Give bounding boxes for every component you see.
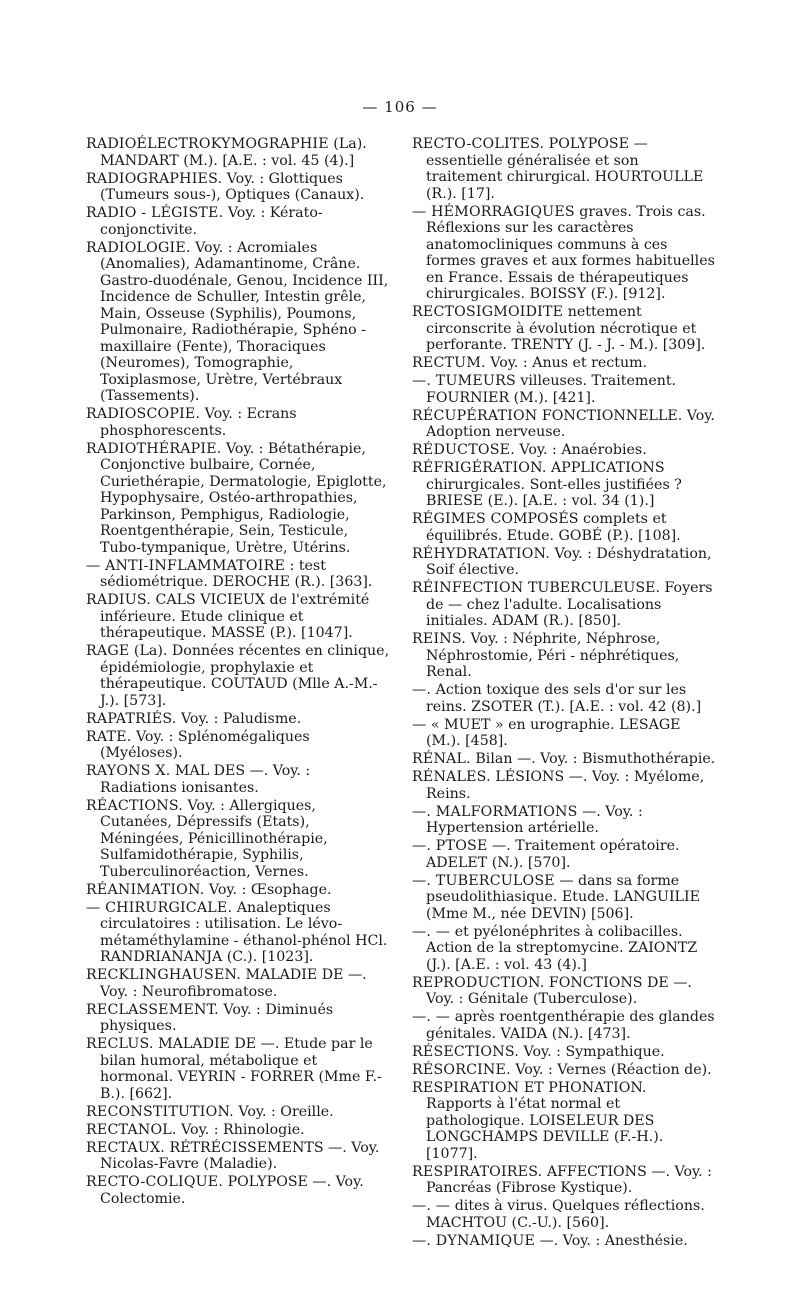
left-column	[86, 136, 390, 1209]
entry-heading: RECTUM.	[412, 355, 486, 371]
entry-heading: RÉANIMATION.	[86, 881, 205, 898]
index-entry	[86, 1002, 390, 1035]
entry-text: et pyélonéphrites à colibacilles. Action de la streptomycine. ZAIONTZ (J.). [A.E. : vol. 43 (4).]	[426, 923, 698, 973]
entry-heading: RECTO-COLIQUE.	[86, 1174, 224, 1190]
index-entry	[86, 967, 390, 1000]
entry-text: (La). MANDART (M.). [A.E. : vol. 45 (4).]	[100, 136, 367, 169]
index-entry	[86, 1140, 390, 1173]
index-entry	[86, 558, 390, 591]
entry-text: —. Traitement opératoire. ADELET (N.). [570].	[426, 838, 680, 871]
entry-text: Voy. : Déshydratation, Soif élective.	[426, 545, 712, 578]
index-entry	[412, 975, 716, 1008]
entry-heading: RÉINFECTION	[412, 580, 524, 596]
entry-heading: RÉNAL.	[412, 751, 471, 767]
entry-text: APPLICATIONS chirurgicales. Sont-elles justifiées ? BRIESE (E.). [A.E. : vol. 34 (1).]	[426, 460, 682, 509]
entry-heading: RATE.	[86, 728, 132, 745]
entry-text: Voy. : Paludisme.	[176, 710, 302, 727]
entry-heading: RADIOSCOPIE.	[86, 406, 201, 422]
entry-text: TUBERCULEUSE. Foyers de — chez l'adulte. Localisations initiales. ADAM (R.). [850].	[426, 580, 713, 629]
entry-text: POLYPOSE —. Voy. Colectomie.	[100, 1174, 364, 1207]
entry-heading: — HÉMORRAGIQUES	[412, 203, 575, 220]
entry-text: Action toxique des sels d'or sur les reins. ZSOTER (T.). [A.E. : vol. 42 (8).]	[426, 682, 702, 715]
index-entry	[86, 240, 390, 405]
entry-heading: —. —	[412, 923, 451, 940]
index-entry	[412, 717, 716, 750]
entry-text: Voy. : Anus et rectum.	[485, 355, 648, 371]
entry-text: MALADIE DE —. Etude par le bilan humoral, métabolique et hormonal. VEYRIN - FORRER (Mme F.-B.). [662].	[100, 1036, 382, 1102]
entry-heading: RADIOTHÉRAPIE.	[86, 440, 222, 457]
entry-heading: —. DYNAMIQUE	[412, 1232, 536, 1249]
entry-heading: RAYONS X.	[86, 763, 171, 779]
entry-text: villeuses. Traitement. FOURNIER (M.). [421].	[426, 373, 677, 406]
entry-heading: RECTANOL.	[86, 1121, 177, 1138]
entry-text: Voy. : Glottiques (Tumeurs sous-), Optiques (Canaux).	[100, 170, 365, 203]
entry-heading: RÉSORCINE.	[412, 1061, 511, 1078]
index-entry	[86, 1104, 390, 1121]
entry-text: Voy. : Allergiques, Cutanées, Dépressifs (Etats), Méningées, Pénicillinothérapie, Sulfamidothérapie, Syphilis, Tuberculinoréaction, Vernes.	[100, 797, 328, 880]
page-number: — 106 —	[362, 98, 438, 116]
index-entry	[86, 592, 390, 642]
entry-text: Voy. : Sympathique.	[519, 1043, 665, 1060]
entry-heading: RESPIRATOIRES.	[412, 1163, 543, 1180]
entry-text: Analeptiques circulatoires : utilisation. Le lévo-métaméthylamine - éthanol-phénol HCl. RANDRIANANJA (C.). [1023].	[100, 899, 388, 965]
entry-text: graves. Trois cas. Réflexions sur les caractères anatomocliniques communs à ces formes graves et aux formes habituelles en France. Essais de thérapeutiques chirurgicales. BOISSY (F.). [912].	[426, 203, 715, 302]
right-column	[412, 136, 716, 1251]
entry-text: Voy. : Kérato-conjonctivite.	[100, 205, 323, 238]
index-entry	[412, 769, 716, 802]
entry-heading: RADIOGRAPHIES.	[86, 170, 223, 187]
index-entry	[412, 682, 716, 715]
entry-heading: —. TUMEURS	[412, 373, 516, 389]
entry-heading: —	[412, 716, 427, 733]
index-entry	[412, 408, 716, 441]
entry-text: (La). Données récentes en clinique, épidémiologie, prophylaxie et thérapeutique. COUTAUD (Mlle A.-M.-J.). [573].	[100, 643, 390, 709]
index-entry	[412, 460, 716, 510]
entry-text: — dans sa forme pseudolithiasique. Etude. LANGUILIE (Mme M., née DEVIN) [506].	[426, 872, 700, 922]
entry-heading: RECKLINGHAUSEN.	[86, 967, 241, 983]
index-entry	[412, 631, 716, 681]
entry-heading: RECLASSEMENT.	[86, 1001, 219, 1018]
entry-heading: —.	[412, 682, 432, 698]
entry-heading: RADIO - LÉGISTE.	[86, 205, 224, 221]
entry-text: Voy. : Œsophage.	[204, 881, 332, 898]
entry-heading: RESPIRATION	[412, 1079, 520, 1096]
entry-heading: RÉACTIONS.	[86, 797, 183, 814]
entry-text: Voy. : Ecrans phosphorescents.	[100, 406, 297, 439]
entry-heading: RÉCUPÉRATION	[412, 407, 538, 424]
entry-text: Bilan —. Voy. : Bismuthothérapie.	[470, 751, 716, 767]
index-entry	[86, 711, 390, 728]
entry-heading: RECLUS.	[86, 1036, 154, 1052]
index-entry	[412, 373, 716, 406]
index-entry	[86, 643, 390, 709]
index-entry	[86, 406, 390, 439]
index-entry	[412, 1198, 716, 1231]
entry-heading: REINS.	[412, 631, 466, 647]
index-entry	[412, 1164, 716, 1197]
index-entry	[412, 751, 716, 768]
entry-text: FONCTIONNELLE. Voy. Adoption nerveuse.	[426, 407, 715, 440]
entry-heading: RECTO-COLITES.	[412, 136, 545, 152]
index-entry	[86, 763, 390, 796]
index-entry	[412, 1062, 716, 1079]
entry-heading: RADIUS.	[86, 592, 151, 608]
entry-heading: RÉFRIGÉRATION.	[412, 460, 547, 476]
index-entry	[86, 1122, 390, 1139]
entry-text: dites à virus. Quelques réflections. MACHTOU (C.-U.). [560].	[426, 1198, 705, 1231]
index-entry	[412, 546, 716, 579]
entry-heading: RÉHYDRATATION.	[412, 545, 550, 562]
index-entry	[412, 204, 716, 303]
entry-text: Voy. : Néphrite, Néphrose, Néphrostomie, Péri - néphrétiques, Renal.	[426, 631, 680, 680]
entry-heading: RÉDUCTOSE.	[412, 442, 515, 458]
entry-heading: RAGE	[86, 643, 130, 659]
entry-heading: —. —	[412, 1009, 451, 1025]
index-entry	[86, 1036, 390, 1102]
index-entry	[412, 136, 716, 202]
index-entry	[86, 882, 390, 899]
entry-heading: —. —	[412, 1198, 451, 1214]
entry-heading: —. MALFORMATIONS	[412, 803, 578, 820]
index-entry	[86, 441, 390, 557]
entry-text: MALADIE DE —. Voy. : Neurofibromatose.	[100, 967, 367, 1000]
index-entry	[412, 442, 716, 459]
entry-text: Voy. : Oreille.	[233, 1103, 334, 1120]
index-entry	[412, 1233, 716, 1250]
index-entry	[86, 171, 390, 204]
index-entry	[412, 804, 716, 837]
index-entry	[86, 1174, 390, 1207]
index-entry	[86, 729, 390, 762]
entry-text: —. Voy. : Anesthésie.	[535, 1232, 688, 1249]
entry-heading: RÉSECTIONS.	[412, 1043, 520, 1060]
entry-text: Voy. : Bétathérapie, Conjonctive bulbaire, Cornée, Curiethérapie, Dermatologie, Epiglotte, Hypophysaire, Ostéo-arthropathies, Parkinson, Pemphigus, Radiologie, Roentgenthérapie, Sein, Testicule, Tubo-tympanique, Urètre, Utérins.	[100, 440, 387, 556]
index-entry	[86, 205, 390, 238]
entry-text: ET PHONATION. Rapports à l'état normal et pathologique. LOISELEUR DES LONGCHAMPS DEVILLE (F.-H.). [1077].	[426, 1079, 664, 1162]
entry-heading: RADIOÉLECTROKYMOGRAPHIE	[86, 136, 329, 152]
index-entry	[412, 838, 716, 871]
index-entry	[412, 355, 716, 372]
entry-text: Voy. : Diminués physiques.	[100, 1001, 334, 1034]
entry-heading: RECTAUX.	[86, 1139, 165, 1156]
entry-text: CALS VICIEUX de l'extrémité inférieure. Etude clinique et thérapeutique. MASSE (P.). [1047].	[100, 592, 370, 641]
index-entry	[412, 1009, 716, 1042]
index-entry	[412, 1044, 716, 1061]
entry-text: POLYPOSE — essentielle généralisée et son traitement chirurgical. HOURTOULLE (R.). [17].	[426, 136, 704, 202]
entry-heading: RECONSTITUTION.	[86, 1103, 234, 1120]
entry-text: —. Voy. : Hypertension artérielle.	[426, 803, 643, 836]
entry-text: Voy. : Acromiales (Anomalies), Adamantinome, Crâne. Gastro-duodénale, Genou, Incidence III, Incidence de Schuller, Intestin grêle, Main, Osseuse (Syphilis), Poumons, Pulmonaire, Radiothérapie, Sphéno - maxillaire (Fente), Thoraciques (Neuromes), Tomographie, Toxiplasmose, Urètre, Vertébraux (Tassements).	[100, 239, 389, 404]
index-entry	[412, 304, 716, 354]
entry-heading: RÉGIMES	[412, 511, 486, 527]
entry-text: FONCTIONS DE —. Voy. : Génitale (Tuberculose).	[426, 974, 692, 1007]
entry-text: après roentgenthérapie des glandes génitales. VAIDA (N.). [473].	[426, 1009, 715, 1042]
entry-heading: —. TUBERCULOSE	[412, 872, 555, 889]
index-entry	[412, 924, 716, 974]
index-entry	[86, 136, 390, 169]
entry-heading: — ANTI-INFLAMMATOIRE	[86, 557, 286, 574]
entry-heading: —. PTOSE	[412, 838, 488, 854]
index-entry	[86, 798, 390, 881]
index-entry	[412, 580, 716, 630]
entry-text: LÉSIONS —. Voy. : Myélome, Reins.	[426, 769, 705, 802]
entry-heading: RADIOLOGIE.	[86, 239, 191, 256]
entry-text: MAL DES —. Voy. : Radiations ionisantes.	[100, 763, 311, 796]
index-entry	[412, 1080, 716, 1163]
entry-text: : test sédiométrique. DEROCHE (R.). [363].	[100, 557, 373, 590]
entry-heading: RÉNALES.	[412, 769, 491, 785]
entry-text: COMPOSÉS complets et équilibrés. Etude. GOBÉ (P.). [108].	[426, 511, 681, 544]
entry-text: Voy. : Rhinologie.	[176, 1121, 305, 1138]
entry-heading: — CHIRURGICALE.	[86, 899, 233, 916]
entry-heading: REPRODUCTION.	[412, 974, 545, 991]
index-entry	[86, 900, 390, 966]
entry-heading: RECTOSIGMOIDITE	[412, 304, 564, 320]
entry-text: AFFECTIONS —. Voy. : Pancréas (Fibrose Kystique).	[426, 1163, 712, 1196]
entry-heading: RAPATRIÉS.	[86, 710, 177, 727]
entry-text: Voy. : Vernes (Réaction de).	[510, 1061, 712, 1078]
entry-text: Voy. : Anaérobies.	[514, 442, 647, 458]
entry-text: RÉTRÉCISSEMENTS —. Voy. Nicolas-Favre (Maladie).	[100, 1139, 380, 1172]
entry-text: « MUET » en urographie. LESAGE (M.). [458].	[426, 716, 681, 749]
index-entry	[412, 873, 716, 923]
index-entry	[412, 511, 716, 544]
entry-text: Voy. : Splénomégaliques (Myéloses).	[100, 728, 310, 761]
entry-text: nettement circonscrite à évolution nécrotique et perforante. TRENTY (J. - J. - M.). [309].	[426, 304, 706, 353]
